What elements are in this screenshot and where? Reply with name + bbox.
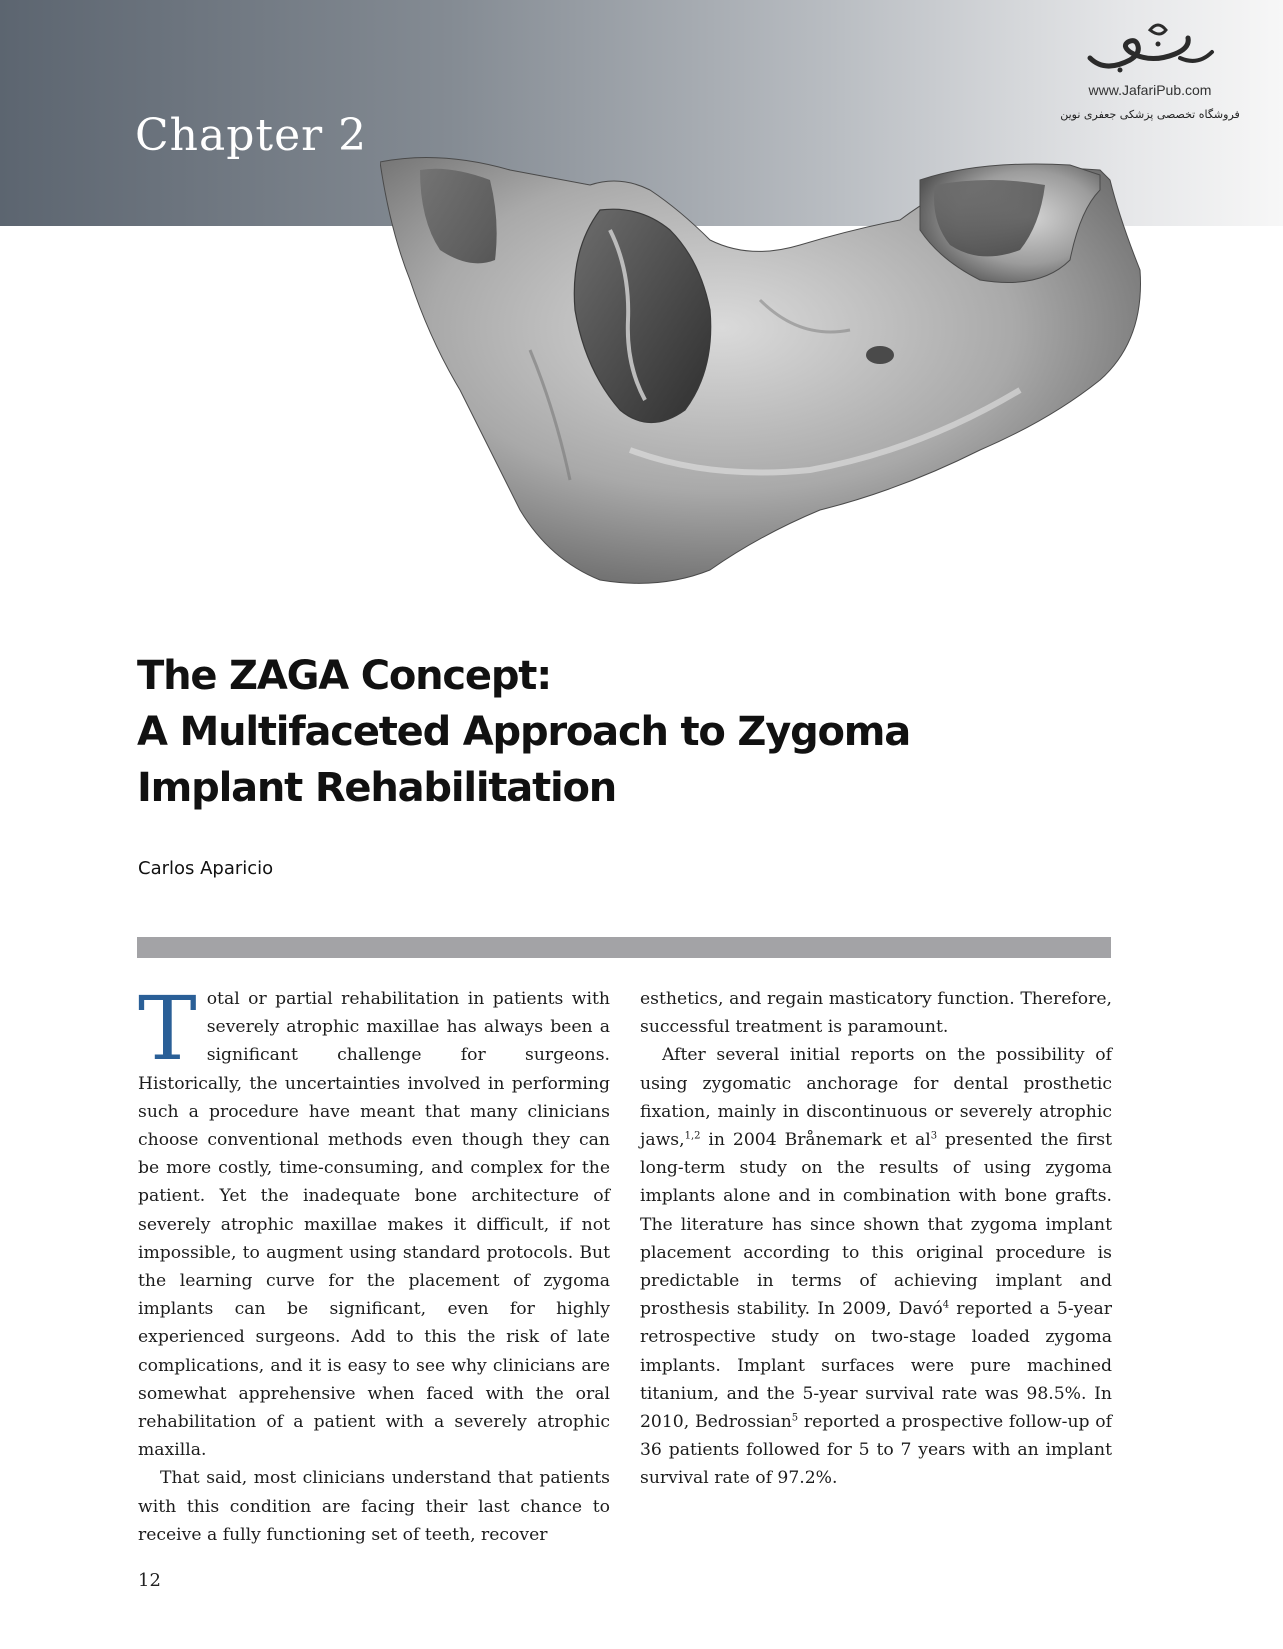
paragraph-text: reported a prospective follow-up of 36 patients followed for 5 to 7 years with an implant survival rate of 97.2%. [640, 1412, 1112, 1489]
paragraph-text: in 2004 Brånemark et al [700, 1130, 931, 1151]
publisher-watermark [1040, 18, 1260, 148]
section-divider-bar [137, 937, 1111, 958]
drop-cap: T [138, 977, 197, 1080]
article-title [137, 648, 1037, 816]
body-paragraph [138, 977, 610, 1464]
body-paragraph: esthetics, and regain masticatory function. Therefore, successful treatment is paramount. [640, 989, 1112, 1038]
body-paragraph: That said, most clinicians understand that patients with this condition are facing their last chance to receive a fully functioning set of teeth, recover [138, 1468, 610, 1545]
body-column-left [138, 977, 610, 1549]
reference-superscript: 1,2 [684, 1130, 701, 1142]
paragraph-text: reported a 5-year retrospective study on two-stage loaded zygoma implants. Implant surfaces were pure machined titanium, and the 5-year survival rate was 98.5%. In 2010, Bedrossian [640, 1299, 1112, 1433]
paragraph-text: otal or partial rehabilitation in patients with severely atrophic maxillae has always been a significant challenge for surgeons. Historically, the uncertainties involved in performing such a procedure have meant that many clinicians choose conventional methods even though they can be more costly, time-consuming, and complex for the patient. Yet the inadequate bone architecture of severely atrophic maxillae makes it difficult, if not impossible, to augment using standard protocols. But the learning curve for the placement of zygoma implants can be significant, even for highly experienced surgeons. Add to this the risk of late complications, and it is easy to see why clinicians are somewhat apprehensive when faced with the oral rehabilitation of a patient with a severely atrophic maxilla. [138, 989, 610, 1461]
title-line-1: The ZAGA Concept: [137, 653, 551, 699]
paragraph-text: After several initial reports on the possibility of using zygomatic anchorage for dental prosthetic fixation, mainly in discontinuous or severely atrophic jaws, [640, 1045, 1112, 1151]
reference-superscript: 5 [791, 1412, 799, 1424]
title-line-2: A Multifaceted Approach to Zygoma [137, 709, 911, 755]
body-column-right [640, 985, 1112, 1493]
body-paragraph [640, 1041, 1112, 1492]
calligraphy-logo-icon [1080, 18, 1220, 78]
author-name: Carlos Aparicio [138, 858, 274, 879]
publisher-tagline: فروشگاه تخصصی پزشکی جعفری نوین [1060, 108, 1240, 121]
paragraph-text: presented the first long-term study on the results of using zygoma implants alone and in combination with bone grafts. The literature has since shown that zygoma implant placement according to this original procedure is predictable in terms of achieving implant and prosthesis stability. In 2009, Davó [640, 1130, 1112, 1320]
publisher-url: www.JafariPub.com [1088, 82, 1212, 98]
reference-superscript: 4 [942, 1299, 950, 1311]
skull-3d-model-icon [380, 150, 1220, 590]
chapter-label: Chapter 2 [135, 110, 368, 161]
reference-superscript: 3 [930, 1130, 938, 1142]
title-line-3: Implant Rehabilitation [137, 765, 617, 811]
page-number: 12 [138, 1570, 161, 1591]
